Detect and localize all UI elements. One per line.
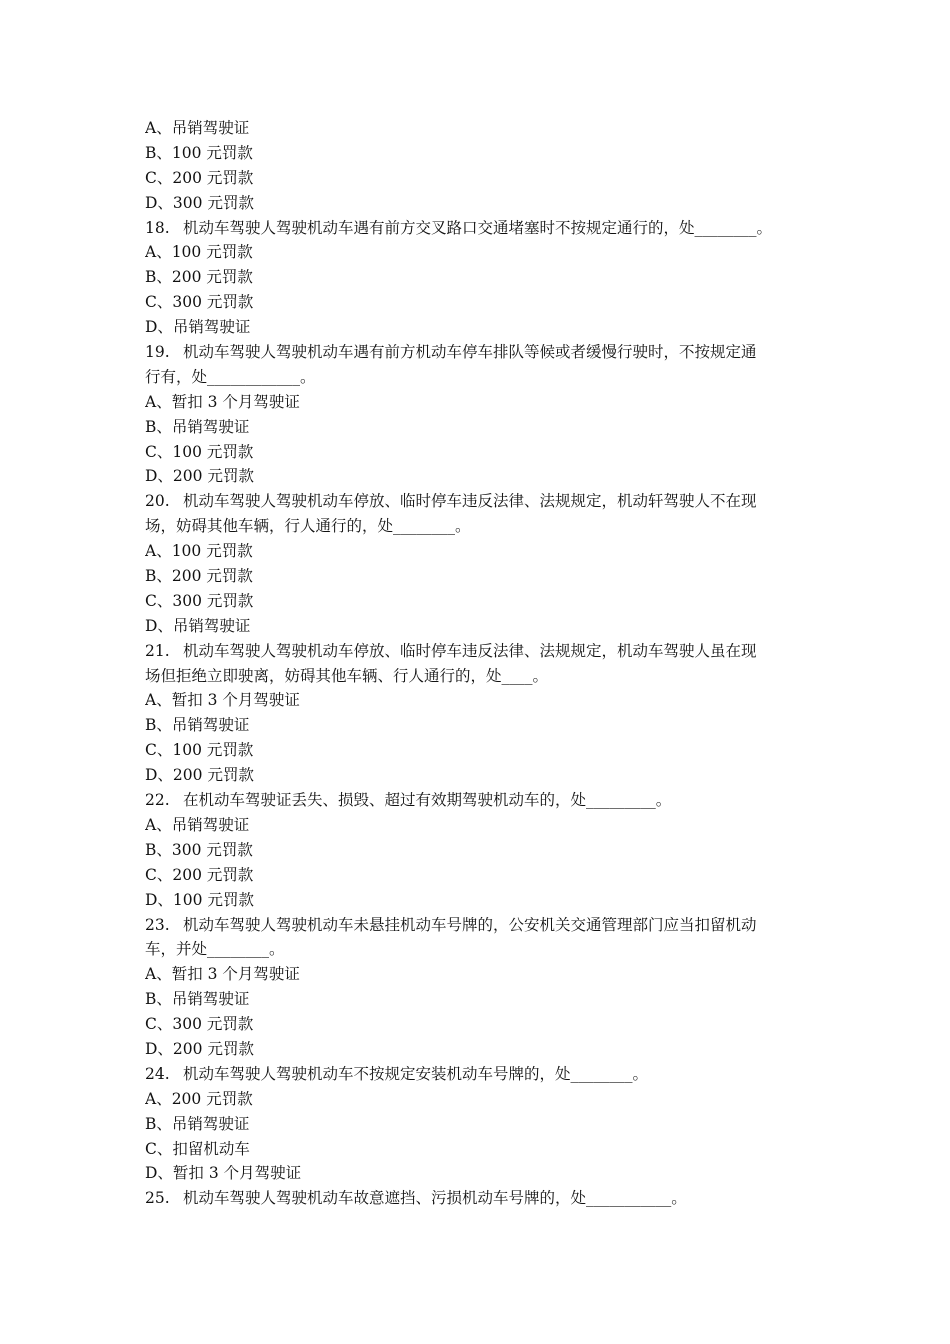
question-text: 机动车驾驶人驾驶机动车未悬挂机动车号牌的，公安机关交通管理部门应当扣留机动 xyxy=(183,915,757,934)
question-text: 机动车驾驶人驾驶机动车停放、临时停车违反法律、法规规定，机动轩驾驶人不在现 xyxy=(183,492,757,511)
answer-option: A、暂扣 3 个月驾驶证 xyxy=(145,691,300,710)
question-number: 20. xyxy=(145,492,170,511)
answer-option: A、100 元罚款 xyxy=(145,542,253,561)
answer-option: C、300 元罚款 xyxy=(145,293,254,312)
question-number: 24. xyxy=(145,1064,170,1083)
answer-option: B、100 元罚款 xyxy=(145,143,253,162)
answer-option: C、扣留机动车 xyxy=(145,1139,250,1158)
question-text: 在机动车驾驶证丢失、损毁、超过有效期驾驶机动车的，处_________。 xyxy=(183,791,672,810)
answer-option: D、吊销驾驶证 xyxy=(145,616,251,635)
question-line xyxy=(145,216,810,241)
question-number: 18. xyxy=(145,218,170,237)
question-text-continuation: 行有，处____________。 xyxy=(145,367,316,386)
answer-option: A、吊销驾驶证 xyxy=(145,119,250,137)
question-number: 19. xyxy=(145,343,170,362)
answer-option: A、暂扣 3 个月驾驶证 xyxy=(145,965,300,984)
answer-option: C、200 元罚款 xyxy=(145,168,254,187)
answer-option: D、300 元罚款 xyxy=(145,193,254,212)
question-number: 23. xyxy=(145,915,170,934)
answer-option: B、200 元罚款 xyxy=(145,567,253,586)
answer-option: C、100 元罚款 xyxy=(145,741,254,760)
answer-option: A、吊销驾驶证 xyxy=(145,815,250,834)
question-text-continuation: 车，并处________。 xyxy=(145,940,285,959)
question-text-continuation: 场，妨碍其他车辆，行人通行的，处________。 xyxy=(145,517,471,536)
answer-option: B、吊销驾驶证 xyxy=(145,990,250,1009)
answer-option: D、200 元罚款 xyxy=(145,766,254,785)
question-line xyxy=(145,788,810,813)
question-text: 机动车驾驶人驾驶机动车遇有前方交叉路口交通堵塞时不按规定通行的，处________。 xyxy=(183,218,773,237)
answer-option: C、300 元罚款 xyxy=(145,591,254,610)
question-text: 机动车驾驶人驾驶机动车遇有前方机动车停车排队等候或者缓慢行驶时，不按规定通 xyxy=(183,343,757,362)
question-text: 机动车驾驶人驾驶机动车不按规定安装机动车号牌的，处________。 xyxy=(183,1064,649,1083)
answer-option: B、300 元罚款 xyxy=(145,840,253,859)
question-line xyxy=(145,1186,810,1211)
question-text-continuation: 场但拒绝立即驶离，妨碍其他车辆、行人通行的，处____。 xyxy=(145,666,549,685)
answer-option: B、吊销驾驶证 xyxy=(145,1114,250,1133)
answer-option: A、暂扣 3 个月驾驶证 xyxy=(145,392,300,411)
answer-option: D、100 元罚款 xyxy=(145,890,254,909)
answer-option: C、300 元罚款 xyxy=(145,1015,254,1034)
question-text: 机动车驾驶人驾驶机动车停放、临时停车违反法律、法规规定，机动车驾驶人虽在现 xyxy=(183,641,757,660)
question-line xyxy=(145,489,810,514)
question-number: 21. xyxy=(145,641,170,660)
question-line xyxy=(145,340,810,365)
document-page xyxy=(145,116,810,1211)
answer-option: D、200 元罚款 xyxy=(145,1039,254,1058)
answer-option: B、200 元罚款 xyxy=(145,268,253,287)
question-line xyxy=(145,1062,810,1087)
answer-option: B、吊销驾驶证 xyxy=(145,716,250,735)
question-line xyxy=(145,639,810,664)
answer-option: D、暂扣 3 个月驾驶证 xyxy=(145,1164,302,1183)
answer-option: A、100 元罚款 xyxy=(145,243,253,262)
answer-option: A、200 元罚款 xyxy=(145,1089,253,1108)
question-number: 22. xyxy=(145,791,170,810)
question-number: 25. xyxy=(145,1189,170,1208)
question-text: 机动车驾驶人驾驶机动车故意遮挡、污损机动车号牌的，处___________。 xyxy=(183,1189,687,1208)
answer-option: D、200 元罚款 xyxy=(145,467,254,486)
answer-option: D、吊销驾驶证 xyxy=(145,318,251,337)
answer-option: C、200 元罚款 xyxy=(145,865,254,884)
answer-option: B、吊销驾驶证 xyxy=(145,417,250,436)
question-line xyxy=(145,913,810,938)
answer-option: C、100 元罚款 xyxy=(145,442,254,461)
